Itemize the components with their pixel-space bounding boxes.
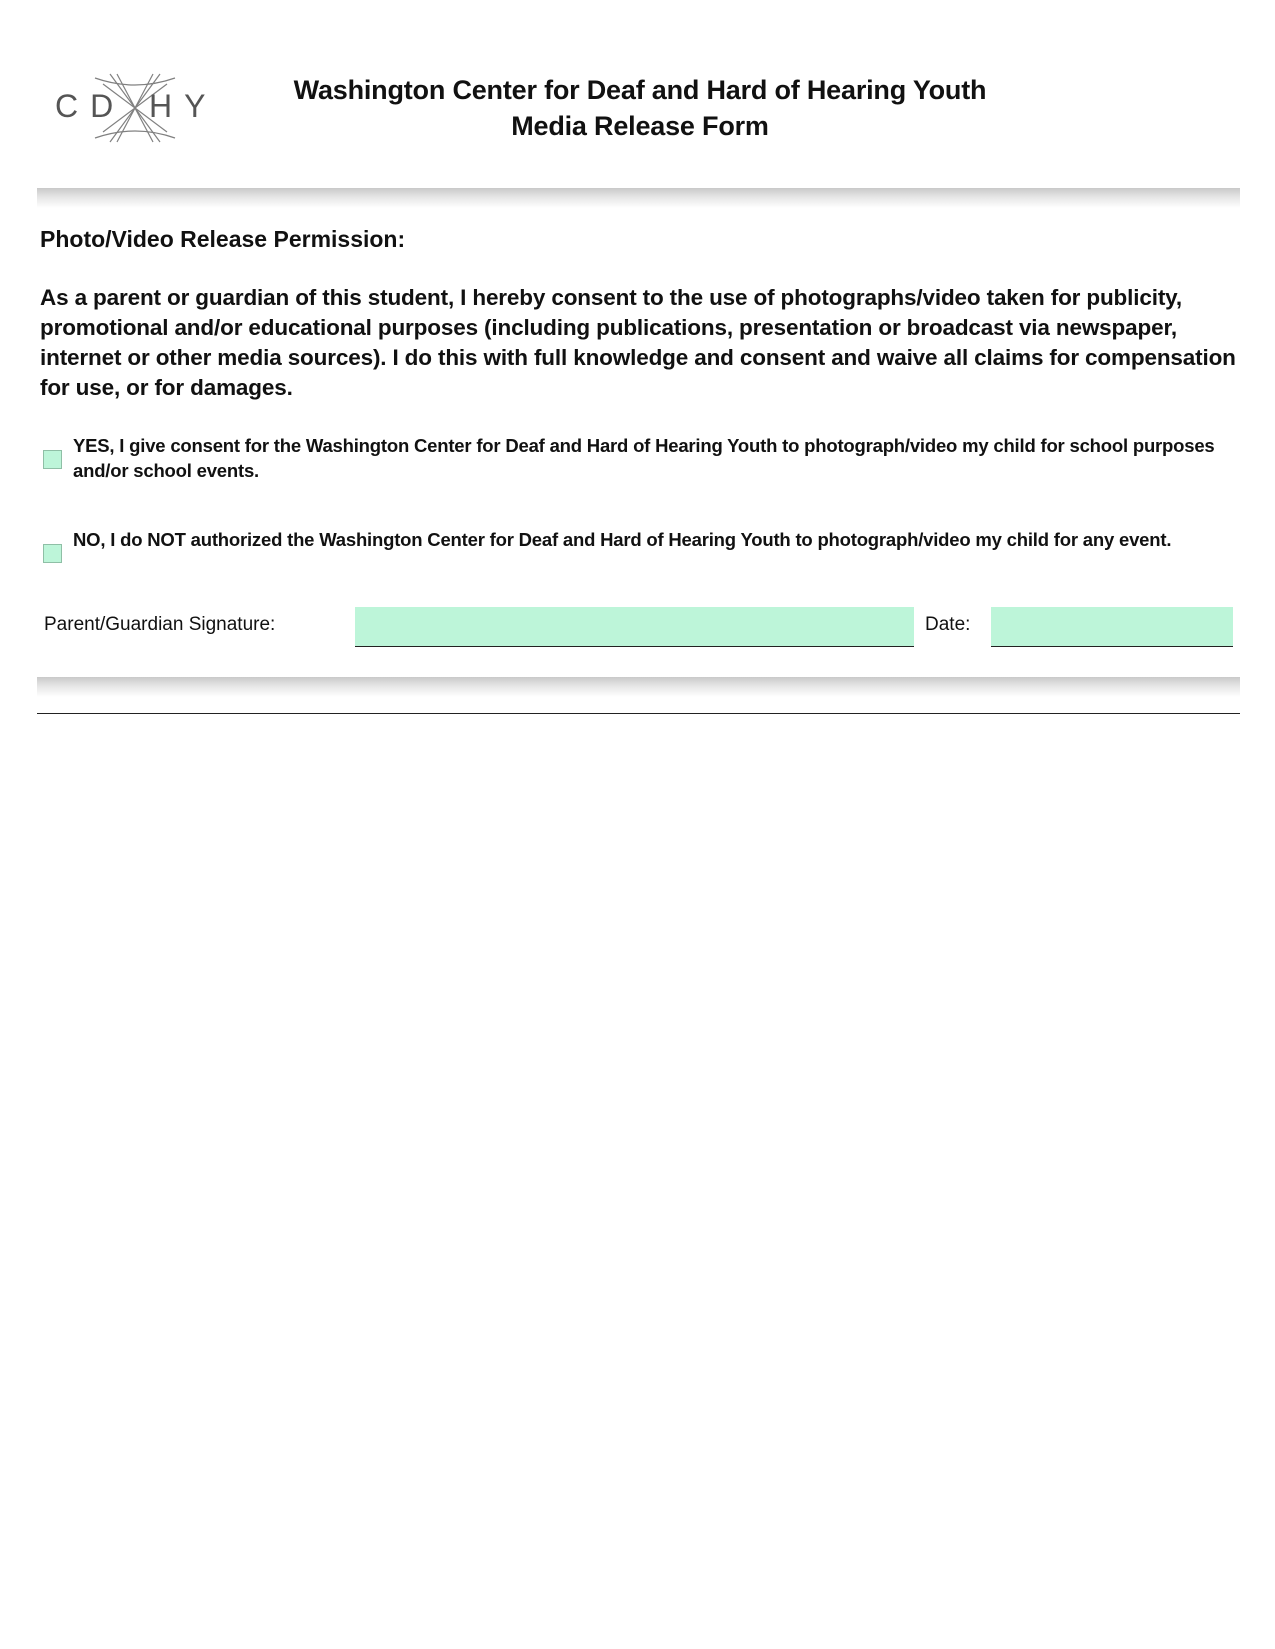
no-checkbox[interactable] xyxy=(43,544,62,563)
bottom-rule xyxy=(37,713,1240,714)
date-label: Date: xyxy=(925,614,971,635)
signature-label: Parent/Guardian Signature: xyxy=(44,614,276,635)
cdhhy-logo xyxy=(55,70,220,146)
section-heading: Photo/Video Release Permission: xyxy=(40,226,406,252)
date-field[interactable] xyxy=(991,607,1233,647)
yes-checkbox[interactable] xyxy=(43,450,62,469)
consent-statement: As a parent or guardian of this student, I hereby consent to the use of photographs/video taken for publicity, promotional and/or educational purposes (including publications, presentation or broadcast via newspaper, internet or other media sources). I do this with full knowledge and consent and waive all claims for compensation for use, or for damages. xyxy=(40,285,1236,400)
page-title xyxy=(220,72,1060,144)
yes-option-label: YES, I give consent for the Washington Center for Deaf and Hard of Hearing Youth to photograph/video my child for school purposes and/or school events. xyxy=(73,435,1215,481)
title-line-1: Washington Center for Deaf and Hard of Hearing Youth xyxy=(293,75,987,105)
no-option-label: NO, I do NOT authorized the Washington Center for Deaf and Hard of Hearing Youth to photograph/video my child for any event. xyxy=(73,529,1172,550)
svg-text:HY: HY xyxy=(149,88,218,124)
top-divider-bar xyxy=(37,188,1240,208)
svg-text:CD: CD xyxy=(55,88,126,124)
bottom-divider-bar xyxy=(37,677,1240,697)
title-line-2: Media Release Form xyxy=(511,111,769,141)
signature-field[interactable] xyxy=(355,607,914,647)
